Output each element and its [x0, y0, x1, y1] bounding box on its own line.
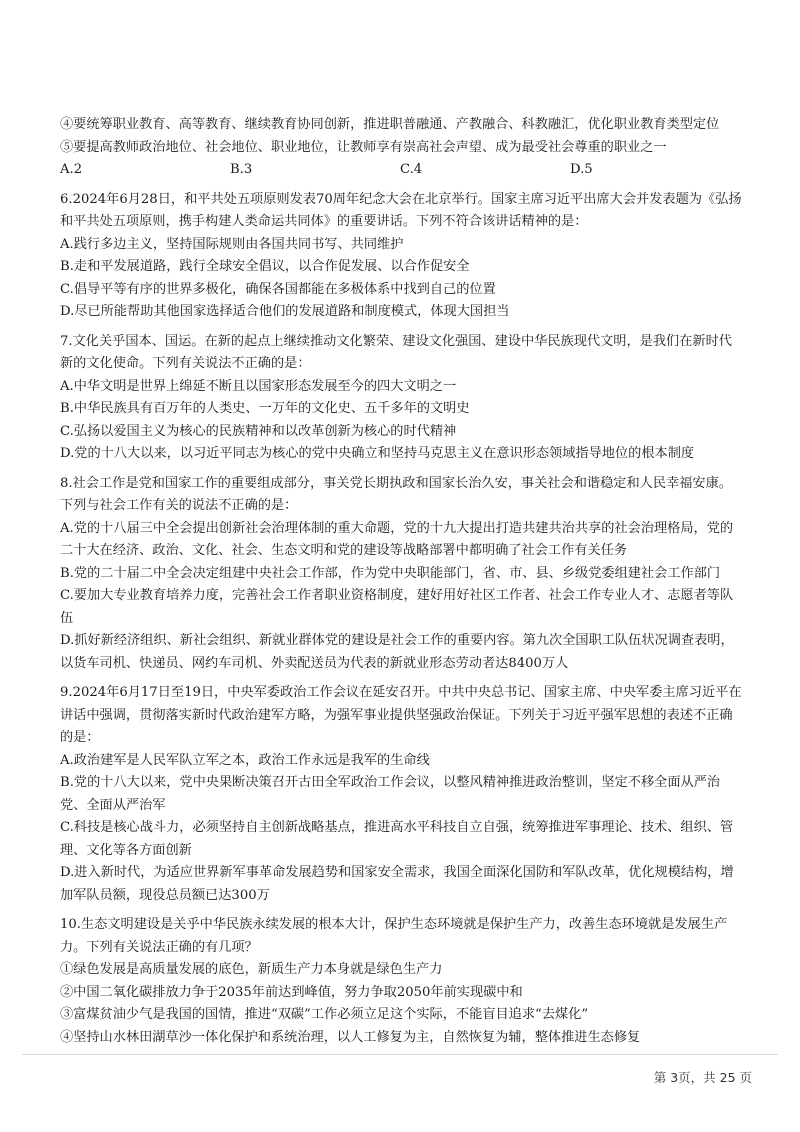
- option-b: B.3: [230, 162, 253, 177]
- option-a: A.践行多边主义，坚持国际规则由各国共同书写、共同维护: [60, 236, 404, 252]
- statement-4: ④要统筹职业教育、高等教育、继续教育协同创新，推进职普融通、产教融合、科教融汇，优化职业教育类型定位: [60, 117, 720, 132]
- option-c: C.要加大专业教育培养力度，完善社会工作者职业资格制度，建好用好社区工作者、社会工作专业人才、志愿者等队伍: [60, 588, 734, 626]
- footer-divider: [22, 1054, 778, 1055]
- statement-3: ③富煤贫油少气是我国的国情，推进“双碳”工作必须立足这个实际，不能盲目追求“去煤化”: [60, 1007, 589, 1022]
- statement-5: ⑤要提高教师政治地位、社会地位、职业地位，让教师享有崇高社会声望、成为最受社会尊重的职业之一: [60, 139, 667, 155]
- question-9: [60, 682, 745, 907]
- page-number: 第 3页，共 25 页: [653, 1070, 752, 1085]
- question-stem: 6.2024年6月28日，和平共处五项原则发表70周年纪念大会在北京举行。国家主席习近平出席大会并发表题为《弘扬和平共处五项原则，携手构建人类命运共同体》的重要讲话。下列不符合该讲话精神的是：: [60, 191, 742, 229]
- option-d: D.进入新时代，为适应世界新军事革命发展趋势和国家安全需求，我国全面深化国防和军队改革，优化规模结构，增加军队员额，现役总员额已达300万: [60, 865, 734, 903]
- question-7: [60, 331, 745, 466]
- option-d: D.抓好新经济组织、新社会组织、新就业群体党的建设是社会工作的重要内容。第九次全国职工队伍状况调查表明，以货车司机、快递员、网约车司机、外卖配送员为代表的新就业形态劳动者达8400万人: [60, 633, 734, 671]
- question-stem: 9.2024年6月17日至19日，中央军委政治工作会议在延安召开。中共中央总书记、国家主席、中央军委主席习近平在讲话中强调，贯彻落实新时代政治建军方略，为强军事业提供坚强政治保证。下列关于习近平强军思想的表述不正确的是：: [60, 685, 742, 745]
- option-a: A.政治建军是人民军队立军之本，政治工作永远是我军的生命线: [60, 752, 430, 768]
- option-c: C.倡导平等有序的世界多极化，确保各国都能在多极体系中找到自己的位置: [60, 281, 496, 297]
- statement-1: ①绿色发展是高质量发展的底色，新质生产力本身就是绿色生产力: [60, 962, 443, 977]
- question-8: [60, 473, 745, 676]
- option-c: C.弘扬以爱国主义为核心的民族精神和以改革创新为核心的时代精神: [60, 423, 457, 439]
- exam-content: [60, 114, 745, 1049]
- question-6: [60, 189, 745, 324]
- option-d: D.党的十八大以来，以习近平同志为核心的党中央确立和坚持马克思主义在意识形态领域指导地位的根本制度: [60, 446, 695, 461]
- answer-options: [60, 159, 745, 182]
- option-a: A.2: [60, 162, 83, 177]
- option-b: B.党的二十届二中全会决定组建中央社会工作部，作为党中央职能部门，省、市、县、乡级党委组建社会工作部门: [60, 565, 721, 581]
- option-b: B.中华民族具有百万年的人类史、一万年的文化史、五千多年的文明史: [60, 401, 470, 416]
- statement-4: ④坚持山水林田湖草沙一体化保护和系统治理，以人工修复为主，自然恢复为辅，整体推进生态修复: [60, 1029, 641, 1045]
- question-stem: 8.社会工作是党和国家工作的重要组成部分，事关党长期执政和国家长治久安，事关社会和谐稳定和人民幸福安康。下列与社会工作有关的说法不正确的是：: [60, 475, 732, 513]
- option-c: C.4: [400, 162, 423, 177]
- question-stem: 7.文化关乎国本、国运。在新的起点上继续推动文化繁荣、建设文化强国、建设中华民族现代文明，是我们在新时代新的文化使命。下列有关说法不正确的是：: [60, 333, 732, 371]
- option-d: D.5: [570, 162, 593, 177]
- option-b: B.走和平发展道路，践行全球安全倡议，以合作促发展、以合作促安全: [60, 259, 470, 274]
- statement-2: ②中国二氧化碳排放力争于2035年前达到峰值，努力争取2050年前实现碳中和: [60, 984, 523, 1000]
- option-d: D.尽已所能帮助其他国家选择适合他们的发展道路和制度模式，体现大国担当: [60, 304, 510, 319]
- option-b: B.党的十八大以来，党中央果断决策召开古田全军政治工作会议，以整风精神推进政治整训，坚定不移全面从严治党、全面从严治军: [60, 775, 721, 813]
- question-stem: 10.生态文明建设是关乎中华民族永续发展的根本大计，保护生态环境就是保护生产力，改善生态环境就是发展生产力。下列有关说法正确的有几项？: [60, 917, 728, 955]
- option-c: C.科技是核心战斗力，必须坚持自主创新战略基点，推进高水平科技自立自强，统筹推进军事理论、技术、组织、管理、文化等各方面创新: [60, 820, 734, 858]
- prev-question-tail: [60, 114, 745, 182]
- question-10: [60, 914, 745, 1049]
- option-a: A.党的十八届三中全会提出创新社会治理体制的重大命题，党的十九大提出打造共建共治共享的社会治理格局，党的二十大在经济、政治、文化、社会、生态文明和党的建设等战略部署中都明确了社会工作有关任务: [60, 520, 734, 558]
- option-a: A.中华文明是世界上绵延不断且以国家形态发展至今的四大文明之一: [60, 378, 457, 394]
